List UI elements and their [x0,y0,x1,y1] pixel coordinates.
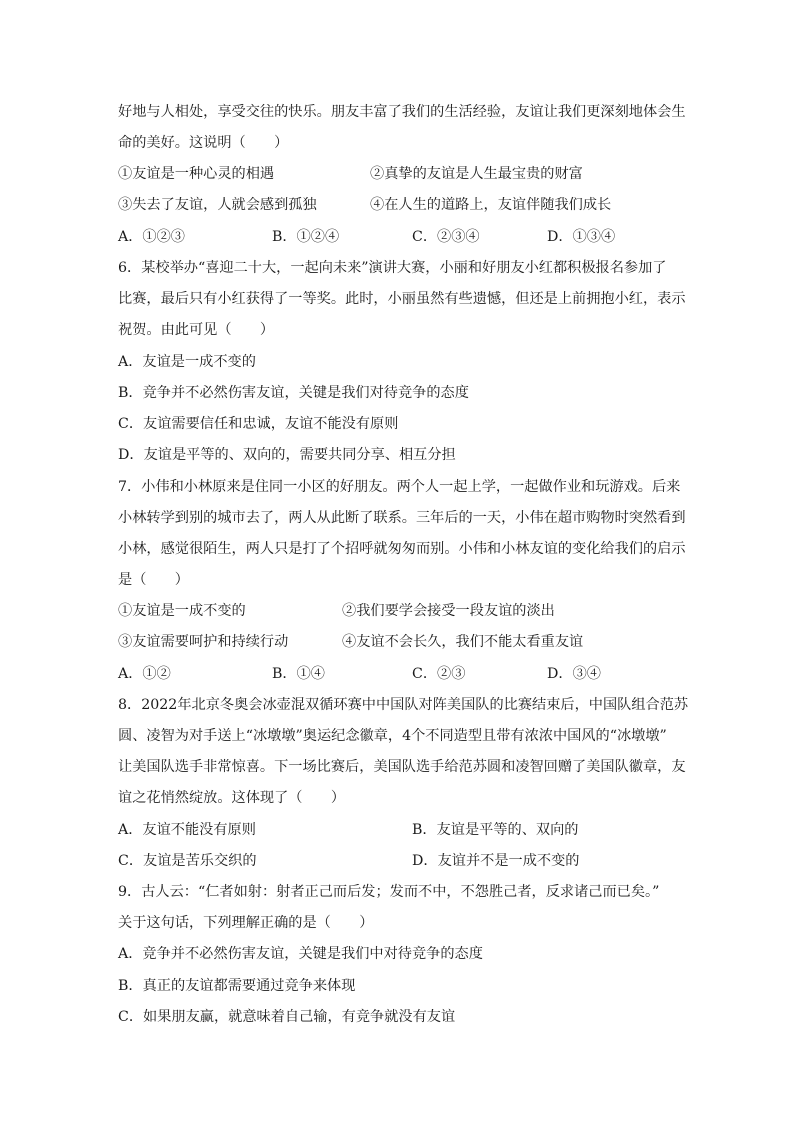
option-a: A．友谊是一成不变的 [118,354,256,370]
question-7-stem: 7．小伟和小林原来是住同一小区的好朋友。两个人一起上学，一起做作业和玩游戏。后来 [118,479,681,495]
question-6-stem: 祝贺。由此可见（ ） [118,322,275,338]
question-text-line: 好地与人相处，享受交往的快乐。朋友丰富了我们的生活经验，友谊让我们更深刻地体会生 [118,104,686,120]
option-a: A．①②③ [118,229,185,245]
question-7-stem: 是（ ） [118,572,189,588]
statement-4: ④友谊不会长久，我们不能太看重友谊 [342,634,584,650]
statement-1: ①友谊是一成不变的 [118,603,246,619]
option-c: C．友谊是苦乐交织的 [118,853,257,869]
option-c: C．友谊需要信任和忠诚，友谊不能没有原则 [118,416,399,432]
option-b: B．①②④ [272,229,340,245]
question-8-stem: 谊之花悄然绽放。这体现了（ ） [118,790,346,806]
option-c: C．②③ [412,666,466,682]
question-7-stem: 小林，感觉很陌生，两人只是打了个招呼就匆匆而别。小伟和小林友谊的变化给我们的启示 [118,541,686,557]
statement-1: ①友谊是一种心灵的相遇 [118,166,275,182]
option-c: C．如果朋友赢，就意味着自己输，有竞争就没有友谊 [118,1009,456,1025]
option-a: A．竞争并不必然伤害友谊，关键是我们中对待竞争的态度 [118,946,483,962]
question-8-stem: 让美国队选手非常惊喜。下一场比赛后，美国队选手给范苏圆和凌智回赠了美国队徽章，友 [118,759,686,775]
option-b: B．友谊是平等的、双向的 [412,822,579,838]
option-d: D．③④ [547,666,601,682]
option-b: B．①④ [272,666,325,682]
statement-2: ②我们要学会接受一段友谊的淡出 [342,603,555,619]
option-b: B．真正的友谊都需要通过竞争来体现 [118,978,356,994]
question-8-stem: 圆、凌智为对手送上“冰墩墩”奥运纪念徽章，4个不同造型且带有浓浓中国风的“冰墩墩” [118,728,667,744]
option-d: D．①③④ [547,229,616,245]
option-b: B．竞争并不必然伤害友谊，关键是我们对待竞争的态度 [118,385,469,401]
question-7-stem: 小林转学到别的城市去了，两人从此断了联系。三年后的一天，小伟在超市购物时突然看到 [118,510,686,526]
question-text-line: 命的美好。这说明（ ） [118,135,289,151]
option-a: A．友谊不能没有原则 [118,822,256,838]
question-8-stem: 8．2022年北京冬奥会冰壶混双循环赛中中国队对阵美国队的比赛结束后，中国队组合范苏 [118,697,689,713]
option-d: D．友谊是平等的、双向的，需要共同分享、相互分担 [118,447,456,463]
statement-4: ④在人生的道路上，友谊伴随我们成长 [370,197,612,213]
option-c: C．②③④ [412,229,480,245]
question-6-stem: 比赛，最后只有小红获得了一等奖。此时，小丽虽然有些遗憾，但还是上前拥抱小红，表示 [118,291,686,307]
statement-2: ②真挚的友谊是人生最宝贵的财富 [370,166,583,182]
option-a: A．①② [118,666,171,682]
option-d: D．友谊并不是一成不变的 [412,853,580,869]
question-9-stem: 关于这句话，下列理解正确的是（ ） [118,915,374,931]
question-6-stem: 6．某校举办“喜迎二十大，一起向未来”演讲大赛，小丽和好朋友小红都积极报名参加了 [118,260,667,276]
statement-3: ③失去了友谊，人就会感到孤独 [118,197,317,213]
statement-3: ③友谊需要呵护和持续行动 [118,634,289,650]
question-9-stem: 9．古人云：“仁者如射：射者正己而后发；发而不中，不怨胜己者，反求诸己而已矣。” [118,884,660,900]
